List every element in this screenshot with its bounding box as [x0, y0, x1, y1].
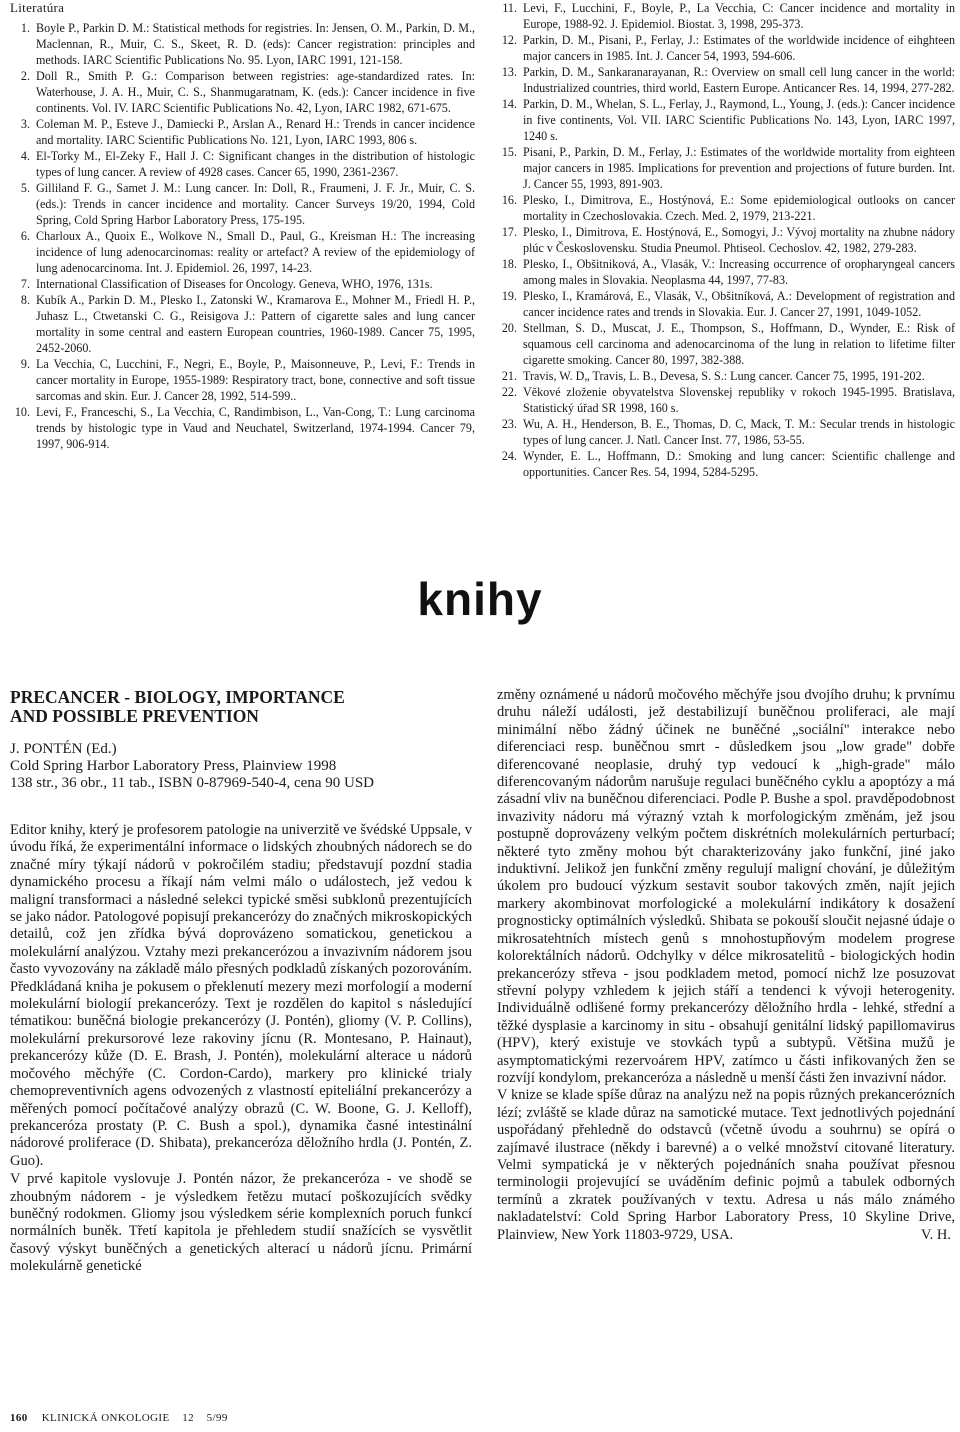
reference-number: 1.: [20, 21, 30, 35]
reference-number: 21.: [501, 369, 517, 383]
reference-item: [10, 68, 475, 116]
reference-item: [497, 144, 955, 192]
reference-text: Doll R., Smith P. G.: Comparison between registries: age-standardized rates. In: Waterhouse, J. A. H., Muir, C. S., Shanmugaratnam, K. (eds.): Cancer incidence in five continents. Vol. IV. IARC Scientific Publications No. 42, Lyon, IARC 1982, 671-675.: [36, 69, 475, 115]
reference-item: [497, 416, 955, 448]
reference-item: [497, 448, 955, 480]
reference-number: 19.: [501, 289, 517, 303]
reference-item: [497, 224, 955, 256]
reference-item: [10, 292, 475, 356]
reference-text: Levi, F., Lucchini, F., Boyle, P., La Vecchia, C: Cancer incidence and mortality in Europe, 1988-92. J. Epidemiol. Biostat. 3, 1998, 295-373.: [523, 1, 955, 31]
section-title: knihy: [417, 573, 543, 625]
reference-text: Levi, F., Franceschi, S., La Vecchia, C, Randimbison, L., Van-Cong, T.: Lung carcinoma trends by histologic type in Vaud and Neuchatel, Switzerland, 1974-1994. Cancer 79, 1997, 906-914.: [36, 405, 475, 451]
reference-item: [10, 228, 475, 276]
review-column-right: [497, 687, 955, 1244]
reference-number: 9.: [20, 357, 30, 371]
reference-number: 2.: [20, 69, 30, 83]
reference-item: [497, 368, 955, 384]
reference-text: Gilliland F. G., Samet J. M.: Lung cancer. In: Doll, R., Fraumeni, J. F. Jr., Muir, C. S. (eds.): Trends in cancer incidence and mortality. Cancer Surveys 19/20, 1994, Cold Spring, Cold Spring Harbor Laboratory Press, 175-195.: [36, 181, 475, 227]
reference-number: 4.: [20, 149, 30, 163]
reference-item: [497, 32, 955, 64]
reference-text: Boyle P., Parkin D. M.: Statistical methods for registries. In: Jensen, O. M., Parkin, D. M., Maclennan, R., Muir, C. S., Skeet, R. D. (eds): Cancer registration: principles and methods. IARC Scientific Publications No. 95. Lyon, IARC 1991, 121-158.: [36, 21, 475, 67]
page-number: 160: [10, 1412, 28, 1424]
journal-volume: 12: [182, 1412, 194, 1424]
reference-text: Wu, A. H., Henderson, B. E., Thomas, D. C, Mack, T. M.: Secular trends in histologic types of lung cancer. J. Natl. Cancer Inst. 77, 1986, 53-55.: [523, 417, 955, 447]
reference-text: Wynder, E. L., Hoffmann, D.: Smoking and lung cancer: Scientific challenge and opportunities. Cancer Res. 54, 1994, 5284-5295.: [523, 449, 955, 479]
journal-issue: 5/99: [206, 1412, 228, 1424]
reference-number: 15.: [501, 145, 517, 159]
reference-item: [497, 96, 955, 144]
book-meta: [10, 741, 480, 792]
reference-text: Coleman M. P., Esteve J., Damiecki P., Arslan A., Renard H.: Trends in cancer incidence and mortality. IARC Scientific Publications No. 121, Lyon, IARC 1993, 806 s.: [36, 117, 475, 147]
reference-text: El-Torky M., El-Zeky F., Hall J. C: Significant changes in the distribution of histologic types of lung cancer. A review of 4928 cases. Cancer 65, 1990, 2361-2367.: [36, 149, 475, 179]
reference-item: [497, 64, 955, 96]
reference-text: Plesko, I., Dimitrova, E., Hostýnová, E.: Some epidemiological outlooks on cancer mortality in Czechoslovakia. Czech. Med. 2, 1979, 213-221.: [523, 193, 955, 223]
reference-item: [497, 320, 955, 368]
reference-text: Parkin, D. M., Pisani, P., Ferlay, J.: Estimates of the worldwide incidence of eihghteen major cancers in 1985. Int. J. Cancer 54, 1993, 594-606.: [523, 33, 955, 63]
reference-number: 22.: [501, 385, 517, 399]
reference-number: 24.: [501, 449, 517, 463]
reference-text: Parkin, D. M., Sankaranarayanan, R.: Overview on small cell lung cancer in the world: Industrialized countries, third world, Eastern Europe. Anticancer Res. 14, 1994, 277-282.: [523, 65, 955, 95]
reference-item: [10, 20, 475, 68]
references-list-right: [497, 0, 955, 480]
reference-item: [497, 256, 955, 288]
reference-text: Travis, W. D„ Travis, L. B., Devesa, S. S.: Lung cancer. Cancer 75, 1995, 191-202.: [523, 369, 925, 383]
reference-number: 17.: [501, 225, 517, 239]
reference-text: La Vecchia, C, Lucchini, F., Negri, E., Boyle, P., Maisonneuve, P., Levi, F.: Trends in cancer mortality in Europe, 1955-1989: Respiratory tract, bone, connective and soft tissue sarcomas and skin. Eur. J. Cancer 28, 1992, 514-599..: [36, 357, 475, 403]
reference-text: Plesko, I., Kramárová, E., Vlasák, V., Obšitníková, A.: Development of registration and cancer incidence rates and trends in Slovakia. Eur. J. Cancer 27, 1991, 1049-1052.: [523, 289, 955, 319]
reference-text: Plesko, I., Dimitrova, E. Hostýnová, E., Somogyi, J.: Vývoj mortality na zhubne nádory plúc v Československu. Studia Pneumol. Phtiseol. Cechoslov. 42, 1982, 279-283.: [523, 225, 955, 255]
reference-text: Pisani, P., Parkin, D. M., Ferlay, J.: Estimates of the worldwide mortality from eighteen major cancers in 1985. Implications for prevention and projections of future burden. Int. J. Cancer 55, 1993, 891-903.: [523, 145, 955, 191]
reference-number: 12.: [501, 33, 517, 47]
journal-name: KLINICKÁ ONKOLOGIE: [41, 1412, 170, 1424]
reference-item: [497, 192, 955, 224]
reference-number: 10.: [14, 405, 30, 419]
reference-item: [10, 180, 475, 228]
page-footer: [10, 1412, 228, 1424]
reference-item: [10, 116, 475, 148]
book-title-line-1: PRECANCER - BIOLOGY, IMPORTANCE: [10, 687, 345, 707]
reference-number: 14.: [501, 97, 517, 111]
book-details: 138 str., 36 obr., 11 tab., ISBN 0-87969-540-4, cena 90 USD: [10, 775, 374, 791]
reference-number: 20.: [501, 321, 517, 335]
review-paragraph: V prvé kapitole vyslovuje J. Pontén názor, že prekanceróza - ve shodě se zhoubným nádorem - je výsledkem řetězu mutací poškozujících svědky buněčný rodokmen. Gliomy jsou výsledkem série komplexních poruch funkcí normálních buněk. Třetí kapitola je přehledem studií snažících se vysvětlit časový výskyt buněčných a genetických alterací u nádorů jícnu. Primární molekulárně genetické: [10, 1171, 472, 1275]
reference-item: [497, 384, 955, 416]
reference-number: 16.: [501, 193, 517, 207]
book-publisher: Cold Spring Harbor Laboratory Press, Plainview 1998: [10, 758, 337, 774]
reference-number: 6.: [20, 229, 30, 243]
reference-item: [497, 288, 955, 320]
reference-number: 11.: [502, 1, 517, 15]
reference-text: Parkin, D. M., Whelan, S. L., Ferlay, J., Raymond, L., Young, J. (eds.): Cancer incidence in five continents, Vol. VII. IARC Scientific Publications No. 143, Lyon, IARC 1997, 1240 s.: [523, 97, 955, 143]
reference-number: 8.: [20, 293, 30, 307]
reference-number: 7.: [20, 277, 30, 291]
reference-number: 13.: [501, 65, 517, 79]
review-paragraph: změny oznámené u nádorů močového měchýře jsou dvojího druhu; k prvnímu druhu náleží události, jež destabilizují buněčnou proliferaci, ale mají minimální něbo žádný účinek ne buněčné „sociální" interakce nebo diferenciaci resp. buněčnou smrt - důsledkem jsou „low grade" dobře diferencované neoplasie, druhý typ vedoucí k „high-grade" málo diferencovaným nádorům narušuje regulaci buněčného cyklu a apoptózy a má zásadní vliv na buněčnou diferenciaci. Podle P. Bushe a spol. pravděpodobnost invazivity nádoru má výrazný vztah k morfologickým změnám, jež jsou postupně doprovázeny velkým počtem diskrétních molekulárních perturbací; některé tyto změny mohou být charakterizovány jako funkční, jiné jako induktivní. Jelikož jen funkční změny regulují maligní chování, je důležitým úkolem pro budoucí výzkum sestavit soubor takových změn, najít jejich markery akombinovat morfologické a molekulární indikátory k dosažení prognosticky optimálních výsledků. Shibata se pokouší sloučit nejasné údaje o mikrosatehtních místech genů s mnohostupňovým modelem progrese kolorektálních nádorů. Odchylky v délce mikrosatelitů - biologických hodin prekancerózy střeva - jsou podkladem metod, pomocí nichž lze posuzovat střevní polypy vzhledem k jejich stáří a tendenci k vývoji heterogenity. Individuálně odlišené formy prekancerózy děložního hrdla - lehké, střední a těžké dysplasie a karcinomy in situ - obsahují genitální lidský papillomavirus (HPV), který existuje ve stovkách typů a subtypů. Většina mužů je asymptomatickými rezervoárem HPV, zatímco u části infikovaných žen se rozvíjí kondylom, prekanceróza a následně u menší části žen invazivní nádor.: [497, 687, 955, 1086]
reference-number: 3.: [20, 117, 30, 131]
reference-item: [10, 356, 475, 404]
reference-number: 23.: [501, 417, 517, 431]
review-paragraph: Editor knihy, který je profesorem patologie na univerzitě ve švédské Uppsale, v úvodu říká, že experimentální informace o lidských zhoubných nádorech se do značné míry týkají nádorů v pokročilém stadiu; představují pozdní stadia dynamického procesu a říkají nám velmi málo o událostech, jež vedou k maligní transformaci a následné selekci typické směsi subklonů prezentujících se jako nádor. Patologové popisují prekancerózy do značných mikroskopických detailů, což jen zřídka bývá doprovázeno somatickou, genetickou a molekulární analýzou. Vztahy mezi prekancerózou a invazivním nádorem jsou často vyvozovány na základě málo přesných podkladů získaných pozorováním. Předkládaná kniha je pokusem o překlenutí mezery mezi morfologií a moderní molekulární biologií prekancerózy. Text je rozdělen do kapitol s následující tématikou: buněčná biologie prekancerózy (J. Pontén), gliomy (V. P. Collins), molekulární prekursorové leze rakoviny jícnu (R. Montesano, P. Hainaut), prekancerózy kůže (D. E. Brash, J. Pontén), molekulární alterace u nádorů močového měchýře (C. Cordon-Cardo), markery pro klinické trialy chemopreventivních agens odvozených z vlastností epiteliální prekancerózy a měřených pomocí počítačové analýzy obrazů (C. W. Boone, G. J. Kelloff), prekanceróza prostaty (P. C. Bush a spol.), dynamika časné intestinální nádorové proliferace (D. Shibata), prekanceróza děložního hrdla (J. Pontén, Z. Guo).: [10, 822, 472, 1169]
reference-item: [10, 148, 475, 180]
reference-text: Věkové zloženie obyvatelstva Slovenskej republiky v rokoch 1945-1995. Bratislava, Statistický úřad SR 1998, 160 s.: [523, 385, 955, 415]
reference-text: Plesko, I., Obšitniková, A., Vlasák, V.: Increasing occurrence of oropharyngeal cancers among males in Slovakia. Neoplasma 44, 1997, 77-83.: [523, 257, 955, 287]
reference-number: 18.: [501, 257, 517, 271]
references-heading: Literatúra: [10, 0, 65, 15]
review-column-left: [10, 822, 472, 1276]
reference-text: Kubík A., Parkin D. M., Plesko I., Zatonski W., Kramarova E., Mohner M., Friedl H. P., Juhasz L., Ctwetanski C. G., Reisigova J.: Pattern of cigarette sales and lung cancer mortality in some central and eastern European countries, 1960-1989. Cancer 75, 1995, 2452-2060.: [36, 293, 475, 355]
reference-text: Stellman, S. D., Muscat, J. E., Thompson, S., Hoffmann, D., Wynder, E.: Risk of squamous cell carcinoma and adenocarcinoma of the lung in relation to lifetime filter cigarette smoking. Cancer 80, 1997, 382-388.: [523, 321, 955, 367]
book-title-line-2: AND POSSIBLE PREVENTION: [10, 706, 259, 726]
reference-item: [10, 276, 475, 292]
reference-item: [10, 404, 475, 452]
book-title: [10, 688, 470, 726]
review-signature: V. H.: [921, 1227, 951, 1243]
reference-number: 5.: [20, 181, 30, 195]
reference-text: Charloux A., Quoix E., Wolkove N., Small D., Paul, G., Kreisman H.: The increasing incidence of lung adenocarcinomas: reality or artefact? A review of the epidemiology of lung adenocarcinoma. Int. J. Epidemiol. 26, 1997, 14-23.: [36, 229, 475, 275]
reference-text: International Classification of Diseases for Oncology. Geneva, WHO, 1976, 131s.: [36, 277, 433, 291]
book-editor: J. PONTÉN (Ed.): [10, 741, 117, 757]
references-list-left: [10, 20, 475, 452]
review-paragraph: V knize se klade spíše důraz na analýzu než na popis různých prekancerózních lézí; zvláště se klade důraz na samotické mutace. Text jednotlivých pojednání uspořádaný přehledně do odstavců (včetně úvodu a souhrnu) se opírá o zajímavé ilustrace (někdy i barevné) a o velké množství citované literatury. Velmi sympatická je v některých pojednáních snaha používat přesnou terminologii projevující se uváděním definic pojmů a tabulek odborných termínů a zkratek používaných v textu. Adresa u nás málo známého nakladatelství: Cold Spring Harbor Laboratory Press, 10 Skyline Drive, Plainview, New York 11803-9729, USA.: [497, 1087, 955, 1243]
reference-item: [497, 0, 955, 32]
